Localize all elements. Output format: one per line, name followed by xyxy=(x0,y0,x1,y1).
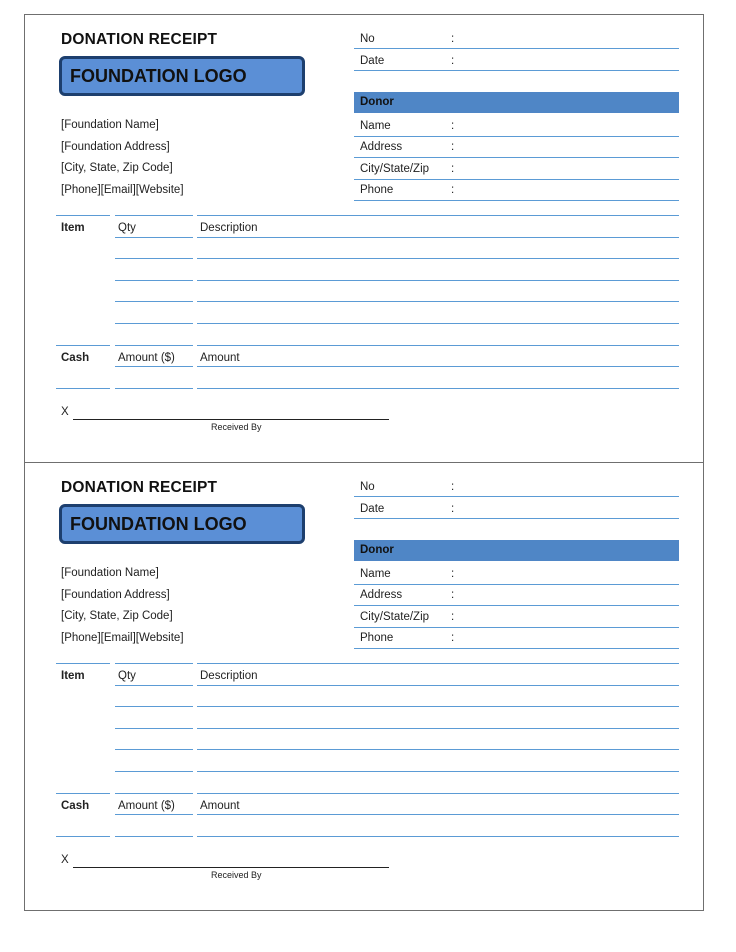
foundation-address: [Foundation Address] xyxy=(61,589,170,601)
item-label: Item xyxy=(61,222,85,234)
no-colon: : xyxy=(451,33,455,45)
donor-name-label: Name xyxy=(360,568,391,580)
qty-label: Qty xyxy=(118,670,136,682)
donor-name-colon: : xyxy=(451,568,455,580)
donor-phone-colon: : xyxy=(451,184,455,196)
donor-phone-label: Phone xyxy=(360,632,394,644)
description-row-line[interactable] xyxy=(197,366,679,367)
date-field-line[interactable] xyxy=(354,518,679,519)
qty-row-line[interactable] xyxy=(115,749,193,750)
description-label: Description xyxy=(200,670,258,682)
donor-city-state-zip-field-line[interactable] xyxy=(354,627,679,628)
qty-row-line[interactable] xyxy=(115,663,193,664)
qty-row-line[interactable] xyxy=(115,771,193,772)
description-row-line[interactable] xyxy=(197,280,679,281)
qty-row-line[interactable] xyxy=(115,685,193,686)
qty-label: Qty xyxy=(118,222,136,234)
qty-row-line[interactable] xyxy=(115,366,193,367)
description-row-line[interactable] xyxy=(197,685,679,686)
donor-name-field-line[interactable] xyxy=(354,136,679,137)
qty-row-line[interactable] xyxy=(115,301,193,302)
qty-row-line[interactable] xyxy=(115,237,193,238)
date-colon: : xyxy=(451,55,455,67)
donor-address-field-line[interactable] xyxy=(354,605,679,606)
receipt-title: DONATION RECEIPT xyxy=(61,479,218,496)
foundation-logo: FOUNDATION LOGO xyxy=(59,56,305,96)
date-label: Date xyxy=(360,55,385,67)
description-row-line[interactable] xyxy=(197,323,679,324)
foundation-city: [City, State, Zip Code] xyxy=(61,610,173,622)
donor-address-label: Address xyxy=(360,141,403,153)
foundation-name: [Foundation Name] xyxy=(61,119,159,131)
cash-top-line xyxy=(56,345,110,346)
donor-city-state-zip-colon: : xyxy=(451,611,455,623)
item-top-line xyxy=(56,215,110,216)
cash-bottom-line xyxy=(56,388,110,389)
donor-header: Donor xyxy=(354,540,679,561)
signature-x: X xyxy=(61,854,69,866)
description-row-line[interactable] xyxy=(197,345,679,346)
signature-line[interactable] xyxy=(73,419,389,420)
amount-label: Amount xyxy=(200,352,240,364)
no-label: No xyxy=(360,33,375,45)
qty-row-line[interactable] xyxy=(115,388,193,389)
qty-row-line[interactable] xyxy=(115,728,193,729)
donor-name-colon: : xyxy=(451,120,455,132)
receipt-title: DONATION RECEIPT xyxy=(61,31,218,48)
donor-address-label: Address xyxy=(360,589,403,601)
qty-row-line[interactable] xyxy=(115,836,193,837)
donor-name-label: Name xyxy=(360,120,391,132)
amount-dollar-label: Amount ($) xyxy=(118,352,175,364)
description-row-line[interactable] xyxy=(197,663,679,664)
donor-phone-field-line[interactable] xyxy=(354,648,679,649)
foundation-name: [Foundation Name] xyxy=(61,567,159,579)
signature-line[interactable] xyxy=(73,867,389,868)
amount-dollar-label: Amount ($) xyxy=(118,800,175,812)
donor-phone-colon: : xyxy=(451,632,455,644)
received-by-label: Received By xyxy=(211,870,262,880)
qty-row-line[interactable] xyxy=(115,345,193,346)
date-label: Date xyxy=(360,503,385,515)
qty-row-line[interactable] xyxy=(115,706,193,707)
foundation-contact: [Phone][Email][Website] xyxy=(61,184,184,196)
cash-label: Cash xyxy=(61,352,90,364)
qty-row-line[interactable] xyxy=(115,280,193,281)
qty-row-line[interactable] xyxy=(115,258,193,259)
donor-city-state-zip-label: City/State/Zip xyxy=(360,163,430,175)
donation-receipt-1 xyxy=(24,14,704,463)
description-row-line[interactable] xyxy=(197,215,679,216)
donor-city-state-zip-colon: : xyxy=(451,163,455,175)
date-colon: : xyxy=(451,503,455,515)
foundation-address: [Foundation Address] xyxy=(61,141,170,153)
qty-row-line[interactable] xyxy=(115,215,193,216)
description-row-line[interactable] xyxy=(197,793,679,794)
no-label: No xyxy=(360,481,375,493)
donor-phone-field-line[interactable] xyxy=(354,200,679,201)
foundation-city: [City, State, Zip Code] xyxy=(61,162,173,174)
description-row-line[interactable] xyxy=(197,814,679,815)
description-label: Description xyxy=(200,222,258,234)
donor-name-field-line[interactable] xyxy=(354,584,679,585)
item-top-line xyxy=(56,663,110,664)
description-row-line[interactable] xyxy=(197,301,679,302)
qty-row-line[interactable] xyxy=(115,323,193,324)
donor-address-colon: : xyxy=(451,589,455,601)
donation-receipt-2 xyxy=(24,462,704,911)
foundation-logo: FOUNDATION LOGO xyxy=(59,504,305,544)
donor-address-colon: : xyxy=(451,141,455,153)
donor-phone-label: Phone xyxy=(360,184,394,196)
foundation-contact: [Phone][Email][Website] xyxy=(61,632,184,644)
donor-city-state-zip-label: City/State/Zip xyxy=(360,611,430,623)
donor-header: Donor xyxy=(354,92,679,113)
description-row-line[interactable] xyxy=(197,749,679,750)
cash-top-line xyxy=(56,793,110,794)
signature-x: X xyxy=(61,406,69,418)
qty-row-line[interactable] xyxy=(115,793,193,794)
cash-bottom-line xyxy=(56,836,110,837)
no-colon: : xyxy=(451,481,455,493)
received-by-label: Received By xyxy=(211,422,262,432)
donor-city-state-zip-field-line[interactable] xyxy=(354,179,679,180)
description-row-line[interactable] xyxy=(197,771,679,772)
description-row-line[interactable] xyxy=(197,258,679,259)
date-field-line[interactable] xyxy=(354,70,679,71)
donor-address-field-line[interactable] xyxy=(354,157,679,158)
no-field-line[interactable] xyxy=(354,496,679,497)
amount-label: Amount xyxy=(200,800,240,812)
cash-label: Cash xyxy=(61,800,90,812)
no-field-line[interactable] xyxy=(354,48,679,49)
description-row-line[interactable] xyxy=(197,706,679,707)
qty-row-line[interactable] xyxy=(115,814,193,815)
description-row-line[interactable] xyxy=(197,237,679,238)
description-row-line[interactable] xyxy=(197,388,679,389)
description-row-line[interactable] xyxy=(197,728,679,729)
item-label: Item xyxy=(61,670,85,682)
description-row-line[interactable] xyxy=(197,836,679,837)
